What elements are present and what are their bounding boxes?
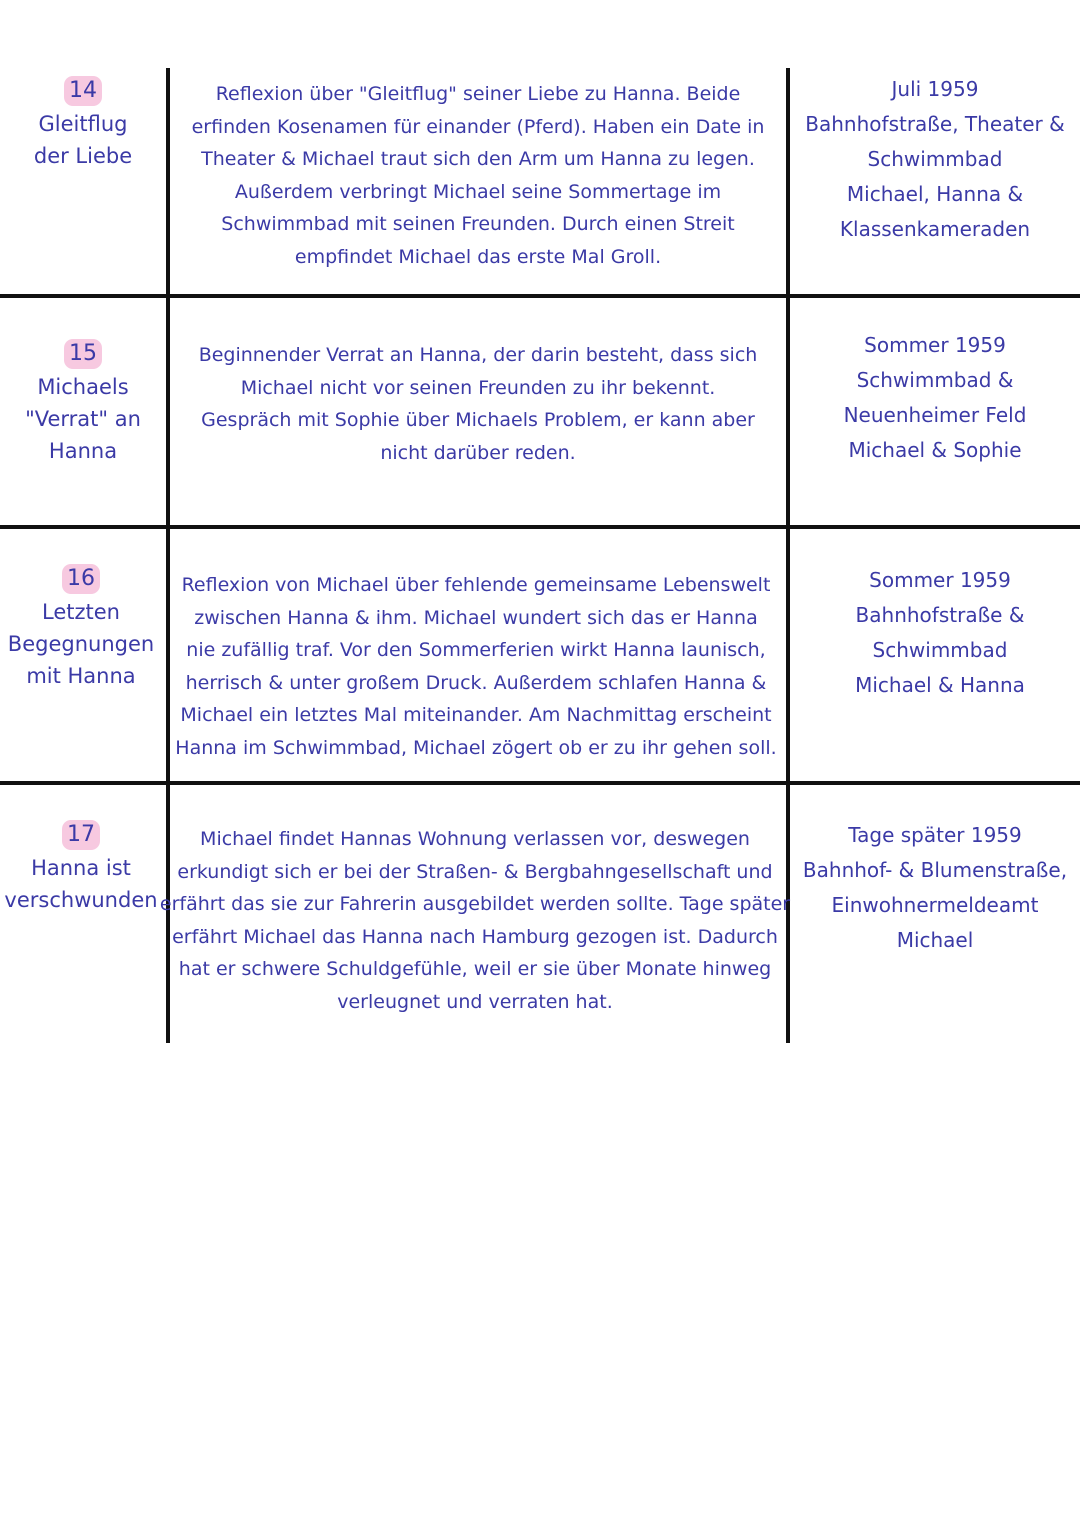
- meta-line: Bahnhof- & Blumenstraße,: [802, 858, 1068, 882]
- meta-line: Einwohnermeldeamt: [831, 893, 1039, 917]
- row-17-description: [159, 823, 791, 1018]
- description-line: verleugnet und verraten hat.: [337, 990, 613, 1013]
- chapter-title-line: Hanna ist: [31, 856, 131, 880]
- description-line: Reflexion über "Gleitflug" seiner Liebe zu Hanna. Beide: [215, 83, 741, 105]
- row-14-title-cell: [0, 76, 166, 172]
- chapter-title-line: Hanna: [48, 439, 118, 463]
- meta-line: Neuenheimer Feld: [843, 403, 1027, 427]
- chapter-number-badge: 16: [62, 564, 100, 594]
- row-divider-1: [0, 294, 1080, 298]
- meta-line: Michael, Hanna &: [846, 182, 1024, 206]
- description-line: empfindet Michael das erste Mal Groll.: [294, 245, 662, 268]
- description-line: erfährt Michael das Hanna nach Hamburg gezogen ist. Dadurch: [172, 925, 778, 948]
- chapter-title-line: "Verrat" an: [25, 407, 141, 431]
- meta-line: Michael & Sophie: [848, 438, 1022, 462]
- chapter-number-badge: 15: [64, 339, 102, 369]
- meta-line: Schwimmbad &: [856, 368, 1014, 392]
- chapter-number-badge: 14: [64, 76, 102, 106]
- chapter-title-line: der Liebe: [33, 144, 133, 168]
- meta-line: Bahnhofstraße &: [855, 603, 1025, 627]
- description-line: Theater & Michael traut sich den Arm um Hanna zu legen.: [201, 148, 755, 170]
- description-line: zwischen Hanna & ihm. Michael wundert sich das er Hanna: [194, 606, 758, 629]
- description-line: erfinden Kosenamen für einander (Pferd). Haben ein Date in: [191, 115, 765, 138]
- meta-line: Juli 1959: [891, 77, 979, 101]
- meta-line: Schwimmbad: [867, 147, 1003, 171]
- description-line: Außerdem verbringt Michael seine Sommertage im: [234, 180, 722, 203]
- row-16-description: [166, 569, 786, 764]
- row-divider-2: [0, 525, 1080, 529]
- meta-line: Schwimmbad: [872, 638, 1008, 662]
- description-line: Hanna im Schwimmbad, Michael zögert ob er zu ihr gehen soll.: [175, 736, 777, 759]
- meta-line: Michael: [896, 928, 974, 952]
- meta-line: Sommer 1959: [869, 568, 1011, 592]
- description-line: nicht darüber reden.: [380, 441, 576, 464]
- chapter-title-line: Michaels: [37, 375, 129, 399]
- row-15-description: [170, 339, 786, 469]
- row-14-description: [170, 78, 786, 273]
- description-line: Beginnender Verrat an Hanna, der darin besteht, dass sich: [198, 344, 758, 366]
- description-line: nie zufällig traf. Vor den Sommerferien wirkt Hanna launisch,: [186, 639, 766, 661]
- description-line: herrisch & unter großem Druck. Außerdem schlafen Hanna &: [185, 671, 767, 694]
- chapter-title-line: verschwunden: [4, 888, 158, 912]
- description-line: hat er schwere Schuldgefühle, weil er sie über Monate hinweg: [178, 958, 772, 980]
- row-17-title-cell: [0, 820, 162, 916]
- description-line: Gespräch mit Sophie über Michaels Problem, er kann aber: [201, 409, 755, 431]
- meta-line: Klassenkameraden: [839, 217, 1031, 241]
- meta-line: Sommer 1959: [864, 333, 1006, 357]
- chapter-number-badge: 17: [62, 820, 100, 850]
- chapter-title-line: mit Hanna: [26, 664, 136, 688]
- description-line: Michael ein letztes Mal miteinander. Am Nachmittag erscheint: [180, 704, 772, 726]
- row-17-meta: [790, 818, 1080, 958]
- description-line: Reflexion von Michael über fehlende gemeinsame Lebenswelt: [181, 574, 771, 596]
- description-line: erfährt das sie zur Fahrerin ausgebildet werden sollte. Tage später: [159, 893, 791, 915]
- chapter-title-line: Begegnungen: [7, 632, 155, 656]
- chapter-title-line: Gleitflug: [38, 112, 128, 136]
- description-line: Michael nicht vor seinen Freunden zu ihr bekennt.: [240, 376, 716, 399]
- row-15-meta: [790, 328, 1080, 468]
- chapter-title-line: Letzten: [42, 600, 120, 624]
- row-16-meta: [800, 563, 1080, 703]
- meta-line: Tage später 1959: [848, 823, 1022, 847]
- row-16-title-cell: [0, 564, 162, 692]
- description-line: erkundigt sich er bei der Straßen- & Bergbahngesellschaft und: [177, 860, 773, 883]
- description-line: Schwimmbad mit seinen Freunden. Durch einen Streit: [221, 213, 735, 235]
- row-divider-3: [0, 781, 1080, 785]
- meta-line: Bahnhofstraße, Theater &: [805, 112, 1065, 136]
- row-14-meta: [790, 72, 1080, 247]
- row-15-title-cell: [0, 339, 166, 467]
- description-line: Michael findet Hannas Wohnung verlassen vor, deswegen: [200, 828, 750, 850]
- meta-line: Michael & Hanna: [855, 673, 1025, 697]
